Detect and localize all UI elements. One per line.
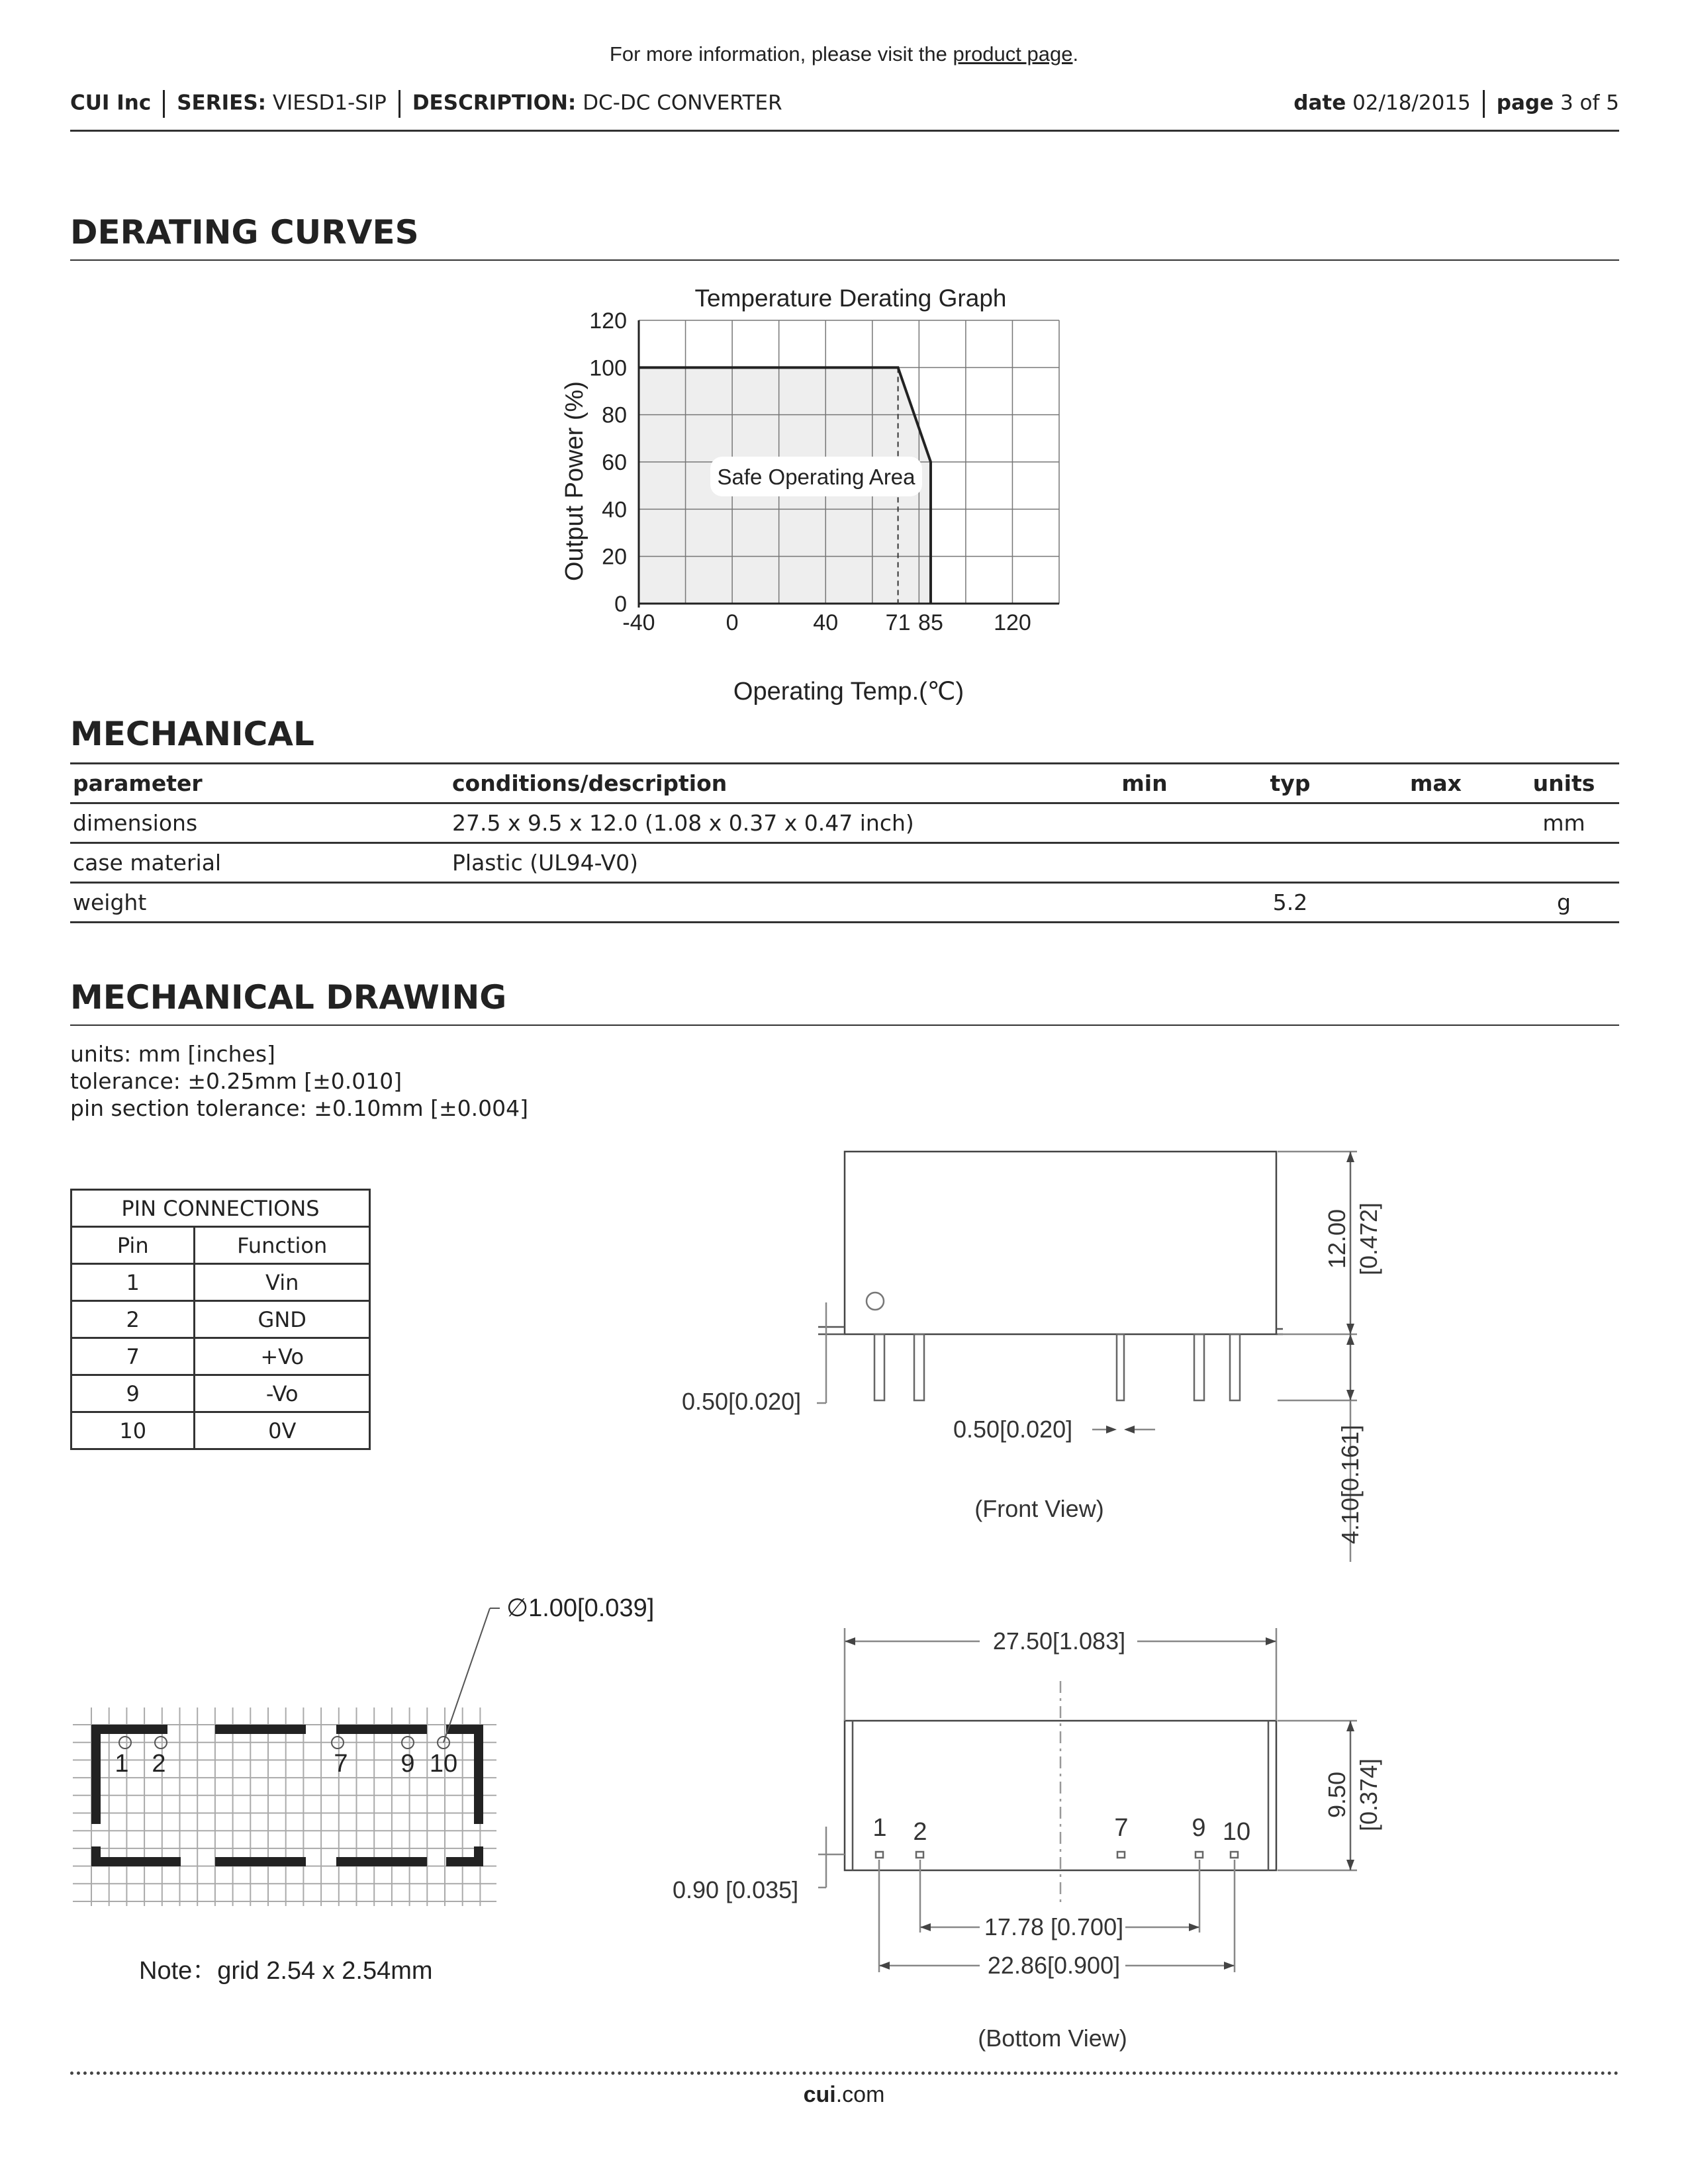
bottom-pin-1: 1 — [872, 1814, 887, 1842]
x-tick-label: 85 — [918, 610, 943, 635]
module-body-front — [845, 1152, 1276, 1334]
bottom-view-caption: (Bottom View) — [978, 2025, 1127, 2052]
date-value: 02/18/2015 — [1352, 91, 1471, 115]
y-tick-label: 80 — [602, 402, 627, 428]
y-tick-label: 40 — [602, 497, 627, 523]
mechanical-table — [70, 762, 1619, 923]
pin-number: 2 — [71, 1301, 195, 1338]
chart-plot-area — [589, 308, 1059, 635]
depth-label: 9.50 — [1323, 1771, 1350, 1819]
table-row — [71, 1264, 370, 1301]
front-height-label: 12.00 — [1323, 1208, 1350, 1269]
section-rule — [70, 1024, 1619, 1026]
bottom-pin-10: 10 — [1222, 1818, 1251, 1846]
pin-function: Vin — [195, 1264, 370, 1301]
footprint-pin-10: 10 — [429, 1750, 458, 1778]
hole-leader — [444, 1608, 490, 1743]
pin-number: 1 — [71, 1264, 195, 1301]
table-header-row — [70, 764, 1619, 803]
x-tick-label: 40 — [813, 610, 839, 635]
header-right — [1293, 90, 1619, 118]
bottom-pin-7: 7 — [1114, 1814, 1129, 1842]
section-title-drawing: MECHANICAL DRAWING — [70, 978, 507, 1017]
x-tick-label: 71 — [885, 610, 911, 635]
table-cell — [1072, 883, 1217, 923]
description-value: DC-DC CONVERTER — [583, 91, 782, 115]
series-label: SERIES: — [177, 91, 267, 115]
section-title-mechanical: MECHANICAL — [70, 715, 314, 753]
pin-function: 0V — [195, 1412, 370, 1449]
table-row — [70, 843, 1619, 883]
safe-operating-area-label: Safe Operating Area — [717, 465, 915, 489]
y-tick-label: 0 — [614, 592, 627, 617]
footer — [0, 2082, 1688, 2108]
y-tick-label: 20 — [602, 544, 627, 570]
pin-number: 7 — [71, 1338, 195, 1375]
front-view-drawing — [662, 1125, 1423, 1575]
table-cell — [1072, 843, 1217, 883]
pitch-1-label: 17.78 [0.700] — [984, 1913, 1124, 1940]
header-conditions: conditions/description — [449, 764, 1072, 803]
table-row — [71, 1412, 370, 1449]
header-divider — [1483, 90, 1485, 118]
description-label: DESCRIPTION: — [412, 91, 577, 115]
chart-y-label: Output Power (%) — [561, 381, 588, 581]
pin-number: 10 — [71, 1412, 195, 1449]
product-page-link[interactable]: product page — [953, 42, 1073, 66]
page-label: page — [1496, 91, 1554, 115]
pin1-marker — [867, 1293, 884, 1310]
table-row — [71, 1301, 370, 1338]
x-tick-label: -40 — [622, 610, 655, 635]
info-note — [0, 42, 1688, 66]
footprint-grid — [73, 1707, 496, 1906]
derating-chart — [543, 271, 1139, 715]
x-tick-label: 120 — [994, 610, 1031, 635]
chart-title: Temperature Derating Graph — [694, 285, 1007, 312]
units-note: units: mm [inches] — [70, 1041, 275, 1067]
pin-tolerance-note: pin section tolerance: ±0.10mm [±0.004] — [70, 1095, 529, 1121]
tolerance-note: tolerance: ±0.25mm [±0.010] — [70, 1068, 402, 1094]
table-cell: case material — [70, 843, 449, 883]
table-cell: Plastic (UL94-V0) — [449, 843, 1072, 883]
section-title-derating: DERATING CURVES — [70, 213, 419, 251]
footer-domain: .com — [835, 2082, 885, 2107]
footprint-drawing — [66, 1588, 675, 1999]
y-tick-label: 60 — [602, 450, 627, 475]
function-header: Function — [195, 1227, 370, 1264]
company-name: CUI Inc — [70, 91, 152, 115]
footer-divider — [70, 2071, 1619, 2075]
table-cell — [1217, 803, 1363, 843]
table-cell — [1072, 803, 1217, 843]
pin-width-label: 0.50[0.020] — [953, 1416, 1073, 1443]
front-height-inch-label: [0.472] — [1355, 1202, 1382, 1276]
table-row — [71, 1338, 370, 1375]
table-cell: 27.5 x 9.5 x 12.0 (1.08 x 0.37 x 0.47 inch) — [449, 803, 1072, 843]
header-parameter: parameter — [70, 764, 449, 803]
front-view-caption: (Front View) — [974, 1495, 1104, 1522]
table-cell: weight — [70, 883, 449, 923]
pin-header: Pin — [71, 1227, 195, 1264]
table-cell — [1217, 843, 1363, 883]
bottom-pin-2: 2 — [913, 1818, 927, 1846]
pin-inset-label: 0.90 [0.035] — [673, 1876, 799, 1903]
x-tick-label: 0 — [726, 610, 739, 635]
table-cell: dimensions — [70, 803, 449, 843]
table-cell — [1363, 803, 1509, 843]
table-row — [70, 883, 1619, 923]
header-min: min — [1072, 764, 1217, 803]
table-cell — [1509, 843, 1619, 883]
series-value: VIESD1-SIP — [272, 91, 387, 115]
bottom-view-drawing — [662, 1615, 1423, 2065]
width-label: 27.50[1.083] — [992, 1627, 1126, 1655]
table-cell — [1363, 883, 1509, 923]
pins-bottom — [876, 1852, 1238, 1858]
pin-function: -Vo — [195, 1375, 370, 1412]
info-note-period: . — [1072, 42, 1079, 66]
footprint-pin-2: 2 — [152, 1750, 166, 1778]
footprint-pin-9: 9 — [400, 1750, 415, 1778]
header-divider — [399, 90, 400, 118]
pitch-2-label: 22.86[0.900] — [987, 1952, 1121, 1979]
header-max: max — [1363, 764, 1509, 803]
table-cell — [1363, 843, 1509, 883]
y-tick-label: 100 — [589, 355, 627, 381]
pins-front — [874, 1334, 1240, 1400]
table-cell: 5.2 — [1217, 883, 1363, 923]
header-rule — [70, 130, 1619, 132]
table-row — [70, 803, 1619, 843]
table-row — [71, 1375, 370, 1412]
header-units: units — [1509, 764, 1619, 803]
page-value: 3 of 5 — [1560, 91, 1619, 115]
header-typ: typ — [1217, 764, 1363, 803]
document-header — [70, 90, 1619, 119]
pin-table-title: PIN CONNECTIONS — [71, 1190, 370, 1227]
chart-x-label: Operating Temp.(℃) — [733, 678, 964, 705]
info-note-text: For more information, please visit the — [609, 42, 953, 66]
table-cell: g — [1509, 883, 1619, 923]
pin-function: +Vo — [195, 1338, 370, 1375]
y-tick-label: 120 — [589, 308, 627, 334]
pin-number: 9 — [71, 1375, 195, 1412]
pin-connections-table — [70, 1189, 371, 1450]
bottom-pin-9: 9 — [1192, 1814, 1206, 1842]
footprint-pin-7: 7 — [334, 1750, 348, 1778]
drawing-notes — [70, 1040, 528, 1122]
pin-function: GND — [195, 1301, 370, 1338]
grid-note: Note：grid 2.54 x 2.54mm — [139, 1957, 433, 1985]
pin-table-title-row — [71, 1190, 370, 1227]
section-rule — [70, 259, 1619, 261]
hole-diameter-label: ∅1.00[0.039] — [506, 1594, 655, 1622]
footprint-pin-1: 1 — [115, 1750, 129, 1778]
depth-inch-label: [0.374] — [1355, 1758, 1382, 1832]
header-divider — [163, 90, 165, 118]
date-label: date — [1293, 91, 1346, 115]
footer-brand: cui — [803, 2082, 836, 2107]
pin-length-label: 4.10[0.161] — [1336, 1424, 1364, 1545]
table-cell: mm — [1509, 803, 1619, 843]
table-cell — [449, 883, 1072, 923]
pin-table-header-row — [71, 1227, 370, 1264]
pin-offset-label: 0.50[0.020] — [682, 1388, 802, 1415]
